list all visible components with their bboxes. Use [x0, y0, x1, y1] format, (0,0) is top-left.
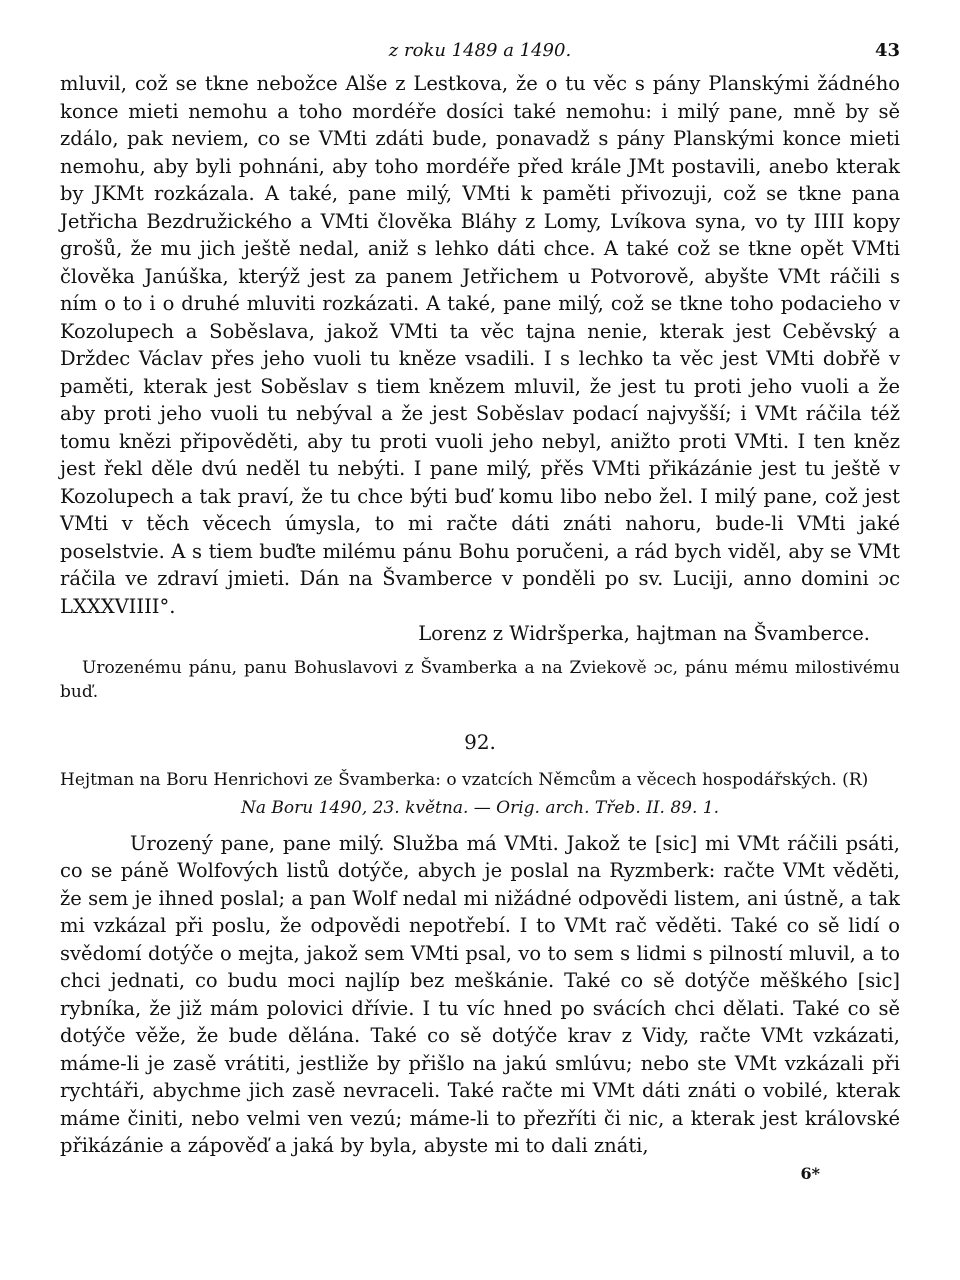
letter-91-address: Urozenému pánu, panu Bohuslavovi z Švamberka a na Zviekově ɔc, pánu mému milostivému buď.: [60, 657, 900, 702]
document-92-body: Urozený pane, pane milý. Služba má VMti. Jakož te [sic] mi VMt ráčili psáti, co se páně Wolfových listů dotýče, abych je poslal na Ryzmberk: račte VMt věděti, že sem je ihned poslal; a pan Wolf nedal mi nižádné odpovědi listem, ani ústně, a tak mi vzkázal při poslu, že odpovědi nepotřebí. I to VMt rač věděti. Také co sě lidí o svědomí dotýče o mejta, jakož sem VMti psal, vo to sem s lidmi s pilností mluvil, a to chci jednati, co budu moci najlíp bez meškánie. Také co sě dotýče měškého [sic] rybníka, že již mám polovici dřívie. I tu víc hned po svácích chci dělati. Také co sě dotýče věže, že bude dělána. Také co sě dotýče krav z Vidy, račte VMt vzkázati, máme-li je zasě vrátiti, jestliže by přišlo na jakú smlúvu; nebo ste VMt vzkázali při rychtáři, abychme jich zasě nevraceli. Také račte mi VMt dáti znáti o vobilé, kterak máme činiti, nebo velmi ven vezú; máme-li to přezříti či nic, a kterak jest královské přikázánie a zápověď a jaká by byla, abyste mi to dali znáti,: [60, 831, 900, 1157]
document-page: [60, 40, 900, 1183]
running-title: z roku 1489 a 1490.: [388, 40, 572, 61]
sheet-signature-mark: 6*: [800, 1163, 820, 1183]
letter-91-body: mluvil, což se tkne nebožce Alše z Lestkova, že o tu věc s pány Planskými žádného konce mieti nemohu a toho mordéře dosíci také nemohu: i milý pane, mně by sě zdálo, pak neviem, co se VMti zdáti bude, ponavadž s pány Planskými konce mieti nemohu, aby byli pohnáni, aby toho mordéře před krále JMt postavili, anebo kterak by JKMt rozkázala. A také, pane milý, VMti k paměti přivozuji, což se tkne pana Jetřicha Bezdružického a VMti člověka Bláhy z Lomy, Lvíkova syna, vo ty IIII kopy grošů, že mu jich ještě nedal, aniž s lehko dáti chce. A také což se tkne opět VMti člověka Janúška, kterýž jest za panem Jetřichem u Potvorově, abyšte VMt ráčili s ním o to i o druhé mluviti rozkázati. A také, pane milý, což se tkne toho podacieho v Kozolupech a Soběslava, jakož VMti ta věc tajna nenie, kterak jest Ceběvský a Drždec Václav přes jeho vuoli tu kněze vsadili. I s lechko ta věc jest VMti dobřě v paměti, kterak jest Soběslav s tiem knězem mluvil, že jest tu proti jeho vuoli a že aby proti jeho vuoli tu nebýval a že jest Soběslav podací najvyšší; i VMt ráčila též tomu knězi připověděti, aby tu proti vuoli jeho nebyl, anižto proti VMti. I ten kněz jest řekl děle dvú neděl tu nebýti. I pane milý, přěs VMti přikázánie jest tu ještě v Kozolupech a tak praví, že tu chce býti buď komu libo nebo žel. I milý pane, což jest VMti v těch věcech úmysla, to mi račte dáti znáti nahoru, bude-li VMti jaké poselstvie. A s tiem buďte milému pánu Bohu poručeni, a rád bych viděl, aby se VMt ráčila ve zdraví jmieti. Dán na Švamberce v ponděli po sv. Luciji, anno domini ɔc LXXXVIIII°.: [60, 72, 900, 618]
letter-91-signature: Lorenz z Widršperka, hajtman na Švamberce.: [418, 622, 870, 645]
document-heading: Hejtman na Boru Henrichovi ze Švamberka: o vzatcích Němcům a věcech hospodářských. (R): [60, 769, 869, 790]
running-head: [60, 40, 900, 70]
page-number: 43: [874, 40, 900, 61]
document-number: 92.: [464, 729, 496, 754]
document-source: Na Boru 1490, 23. května. — Orig. arch. Třeb. II. 89. 1.: [240, 797, 720, 818]
